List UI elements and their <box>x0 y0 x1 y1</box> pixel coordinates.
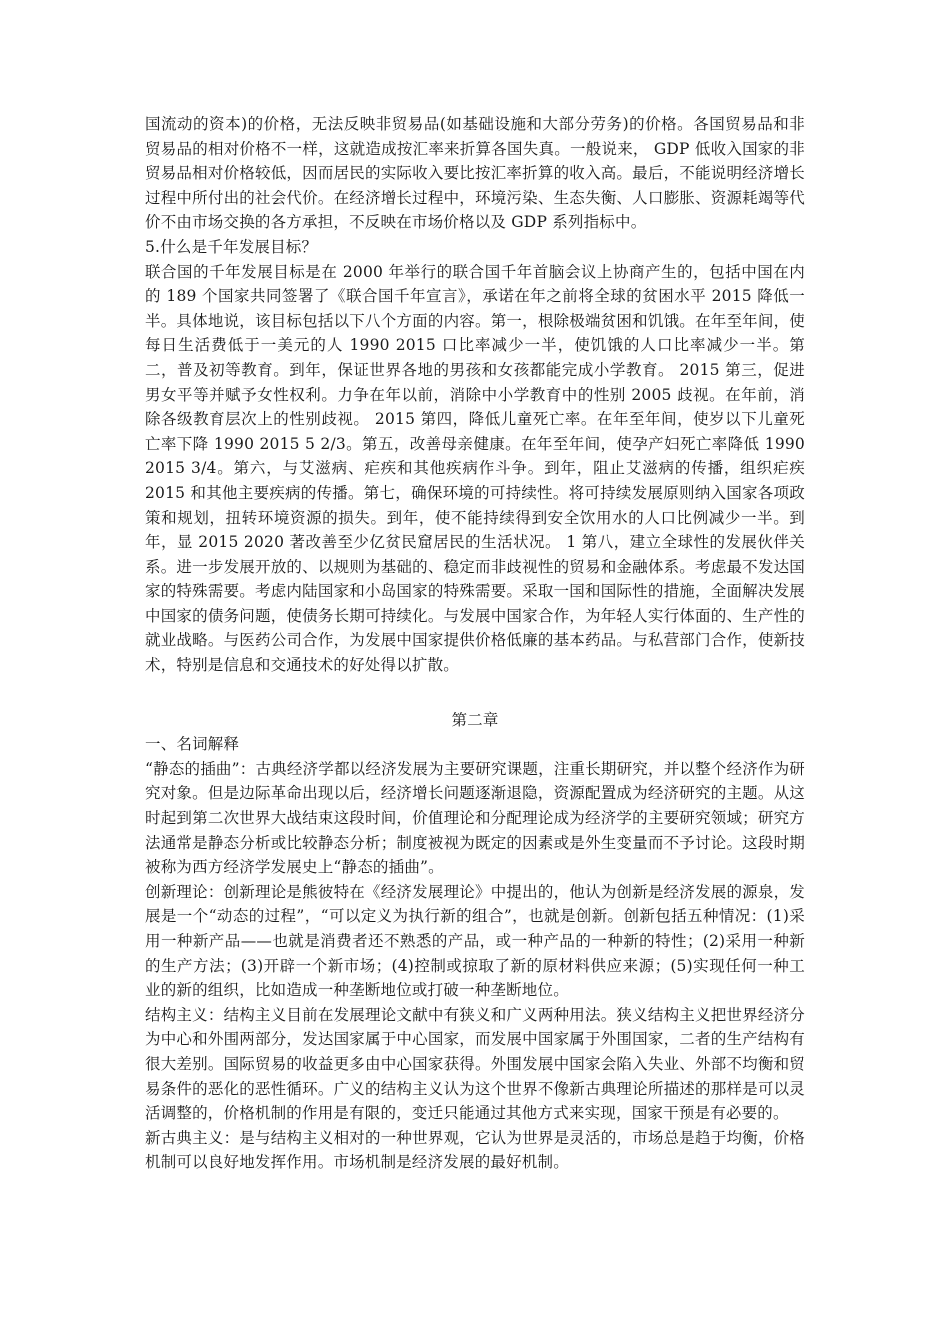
term-paragraph: “静态的插曲”：古典经济学都以经济发展为主要研究课题，注重长期研究，并以整个经济作为研究对象。但是边际革命出现以后，经济增长问题逐渐退隐，资源配置成为经济研究的主题。从这时起到第二次世界大战结束这段时间，价值理论和分配理论成为经济学的主要研究领域；研究方法通常是静态分析或比较静态分析；制度被视为既定的因素或是外生变量而不予讨论。这段时期被称为西方经济学发展史上“静态的插曲”。 <box>145 759 805 877</box>
question-heading: 5.什么是千年发展目标？ <box>145 237 318 256</box>
chapter-title: 第二章 <box>451 710 499 729</box>
section-spacer <box>145 678 805 692</box>
section-heading: 一、名词解释 <box>145 735 240 754</box>
answer-paragraph: 联合国的千年发展目标是在 2000 年举行的联合国千年首脑会议上协商产生的，包括中国在内的 189 个国家共同签署了《联合国千年宣言》，承诺在年之前将全球的贫困水平 2015 降低一半。具体地说，该目标包括以下八个方面的内容。第一，根除极端贫困和饥饿。在年至年间，使每日生活费低于一美元的人 1990 2015 口比率减少一半，使饥饿的人口比率减少一半。第二，普及初等教育。到年，保证世界各地的男孩和女孩都能完成小学教育。 2015 第三，促进男女平等并赋予女性权利。力争在年以前，消除中小学教育中的性别 2005 歧视。在年前，消除各级教育层次上的性别歧视。 2015 第四，降低儿童死亡率。在年至年间，使岁以下儿童死亡率下降 1990 2015 5 2/3。第五，改善母亲健康。在年至年间，使孕产妇死亡率降低 1990 2015 3/4。第六，与艾滋病、疟疾和其他疾病作斗争。到年，阻止艾滋病的传播，组织疟疾 2015 和其他主要疾病的传播。第七，确保环境的可持续性。将可持续发展原则纳入国家各项政策和规划，扭转环境资源的损失。到年，使不能持续得到安全饮用水的人口比例减少一半。到年，显 2015 2020 著改善至少亿贫民窟居民的生活状况。 1 第八，建立全球性的发展伙伴关系。进一步发展开放的、以规则为基础的、稳定而非歧视性的贸易和金融体系。考虑最不发达国家的特殊需要。考虑内陆国家和小岛国家的特殊需要。采取一国和国际性的措施，全面解决发展中国家的债务问题，使债务长期可持续化。与发展中国家合作，为年轻人实行体面的、生产性的就业战略。与医药公司合作，为发展中国家提供价格低廉的基本药品。与私营部门合作，使新技术，特别是信息和交通技术的好处得以扩散。 <box>145 262 805 675</box>
term-paragraph: 结构主义：结构主义目前在发展理论文献中有狭义和广义两种用法。狭义结构主义把世界经济分为中心和外围两部分，发达国家属于中心国家，而发展中国家属于外围国家，二者的生产结构有很大差别。国际贸易的收益更多由中心国家获得。外围发展中国家会陷入失业、外部不均衡和贸易条件的恶化的恶性循环。广义的结构主义认为这个世界不像新古典理论所描述的那样是可以灵活调整的，价格机制的作用是有限的，变迁只能通过其他方式来实现，国家干预是有必要的。 <box>145 1005 805 1123</box>
intro-paragraph: 国流动的资本)的价格，无法反映非贸易品(如基础设施和大部分劳务)的价格。各国贸易品和非贸易品的相对价格不一样，这就造成按汇率来折算各国失真。一般说来， GDP 低收入国家的非贸易品相对价格较低，因而居民的实际收入要比按汇率折算的收入高。最后，不能说明经济增长过程中所付出的社会代价。在经济增长过程中，环境污染、生态失衡、人口膨胀、资源耗竭等代价不由市场交换的各方承担，不反映在市场价格以及 GDP 系列指标中。 <box>145 115 805 232</box>
term-paragraph: 创新理论：创新理论是熊彼特在《经济发展理论》中提出的，他认为创新是经济发展的源泉，发展是一个“动态的过程”，“可以定义为执行新的组合”，也就是创新。创新包括五种情况：(1)采用一种新产品——也就是消费者还不熟悉的产品，或一种产品的一种新的特性；(2)采用一种新的生产方法；(3)开辟一个新市场；(4)控制或掠取了新的原材料供应来源；(5)实现任何一种工业的新的组织，比如造成一种垄断地位或打破一种垄断地位。 <box>145 882 805 1000</box>
term-paragraph: 新古典主义：是与结构主义相对的一种世界观，它认为世界是灵活的，市场总是趋于均衡，价格机制可以良好地发挥作用。市场机制是经济发展的最好机制。 <box>145 1128 805 1172</box>
document-page <box>145 112 805 1175</box>
